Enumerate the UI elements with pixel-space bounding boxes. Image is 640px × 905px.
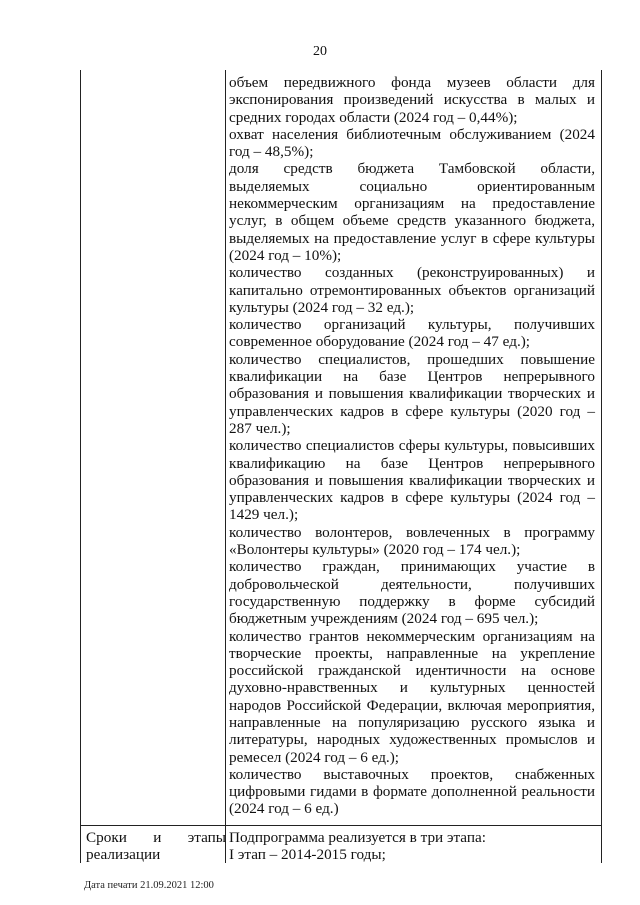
table-column-divider bbox=[225, 70, 226, 863]
indicator-item: объем передвижного фонда музеев области для экспонирования произведений искусства в малых и средних городах области (2024 год – 0,44%); bbox=[229, 74, 595, 126]
indicator-item: количество граждан, принимающих участие в добровольческой деятельности, получивших государственную поддержку в форме субсидий бюджетным учреждениям (2024 год – 695 чел.); bbox=[229, 558, 595, 628]
program-passport-table bbox=[80, 70, 602, 863]
indicator-item: количество специалистов, прошедших повышение квалификации на базе Центров непрерывного образования и повышения квалификации творческих и управленческих кадров в сфере культуры (2020 год – 287 чел.); bbox=[229, 350, 595, 437]
stage-item: I этап – 2014-2015 годы; bbox=[229, 846, 386, 864]
indicator-item: охват населения библиотечным обслуживанием (2024 год – 48,5%); bbox=[229, 125, 595, 161]
term-label-word: этапы bbox=[187, 829, 226, 846]
indicators-cell bbox=[229, 74, 595, 818]
indicator-item: доля средств бюджета Тамбовской области, выделяемых социально ориентированным некоммерческим организациям на предоставление услуг, в общем объеме средств указанного бюджета, выделяемых на предоставление услуг в сфере культуры (2024 год – 10%); bbox=[229, 160, 595, 264]
indicator-item: количество специалистов сферы культуры, повысивших квалификацию на базе Центров непрерывного образования и повышения квалификации творческих и управленческих кадров в сфере культуры (2024 год – 1429 чел.); bbox=[229, 437, 595, 524]
indicator-item: количество грантов некоммерческим организациям на творческие проекты, направленные на укрепление российской гражданской идентичности на основе духовно-нравственных и культурных ценностей народов Российской Федерации, включая мероприятия, направленные на популяризацию русского языка и литературы, народных художественных промыслов и ремесел (2024 год – 6 ед.); bbox=[229, 627, 595, 766]
stages-intro: Подпрограмма реализуется в три этапа: bbox=[229, 829, 486, 846]
term-label-word: Сроки bbox=[86, 829, 127, 846]
indicator-item: количество волонтеров, вовлеченных в программу «Волонтеры культуры» (2020 год – 174 чел.); bbox=[229, 523, 595, 559]
indicator-item: количество созданных (реконструированных) и капитально отремонтированных объектов организаций культуры (2024 год – 32 ед.); bbox=[229, 264, 595, 316]
print-date: Дата печати 21.09.2021 12:00 bbox=[84, 880, 214, 891]
table-row-divider bbox=[80, 825, 602, 826]
table-border-left bbox=[80, 70, 81, 863]
indicator-item: количество выставочных проектов, снабженных цифровыми гидами в формате дополненной реальности (2024 год – 6 ед.) bbox=[229, 765, 595, 818]
term-row-label bbox=[86, 829, 226, 864]
indicator-item: количество организаций культуры, получивших современное оборудование (2024 год – 47 ед.); bbox=[229, 316, 595, 351]
term-row-content bbox=[229, 829, 595, 864]
term-label-word: и bbox=[153, 829, 162, 846]
term-label-line2: реализации bbox=[86, 846, 161, 864]
page-number: 20 bbox=[313, 44, 327, 59]
table-border-right bbox=[601, 70, 602, 863]
